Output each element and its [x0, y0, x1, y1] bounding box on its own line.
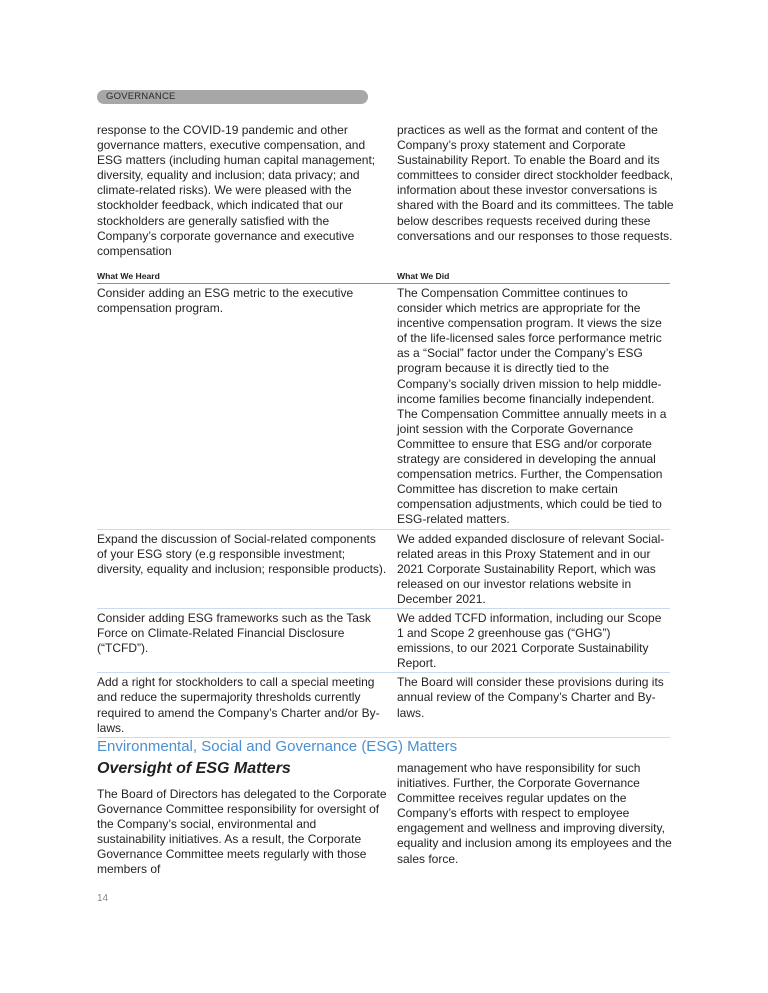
table-header	[97, 270, 670, 284]
esg-subheading: Oversight of ESG Matters	[97, 760, 291, 777]
intro-text-right: practices as well as the format and content of the Company’s proxy statement and Corporate Sustainability Report. To enable the Board and its committees to consider direct stockholder feedback, information about these investor conversations is shared with the Board and its committees. The table below describes requests received during these conversations and our responses to those requests.	[397, 123, 674, 243]
heard-cell: Add a right for stockholders to call a special meeting and reduce the supermajority thresholds currently required to amend the Company’s Charter and/or By-laws.	[97, 675, 380, 735]
heard-cell: Consider adding an ESG metric to the executive compensation program.	[97, 286, 354, 316]
page-number: 14	[97, 893, 109, 904]
heard-cell: Consider adding ESG frameworks such as the Task Force on Climate-Related Financial Disclosure (“TCFD”).	[97, 610, 371, 656]
did-cell: The Compensation Committee continues to consider which metrics are appropriate for the incentive compensation program. It views the size of the life-licensed sales force performance metric as a “Social” factor under the Company’s ESG program because it is directly tied to the Company’s socially driven mission to help middle-income families become financially independent. The Compensation Committee annually meets in a joint session with the Corporate Governance Committee to ensure that ESG and/or corporate strategy are considered in developing the annual compensation metrics. Further, the Compensation Committee has discretion to make certain compensation adjustments, which could be tied to ESG-related matters.	[397, 286, 667, 527]
esg-section-heading: Environmental, Social and Governance (ESG) Matters	[97, 738, 458, 755]
header-what-we-did: What We Did	[397, 271, 450, 281]
table-row	[97, 673, 670, 737]
esg-text-right: management who have responsibility for such initiatives. Further, the Corporate Governance Committee receives regular updates on the Company’s efforts with respect to employee engagement and wellness and improving diversity, equality and inclusion among its employees and the sales force.	[397, 761, 672, 866]
table-row	[97, 284, 670, 530]
table-row	[97, 530, 670, 609]
did-cell: We added expanded disclosure of relevant Social-related areas in this Proxy Statement and in our 2021 Corporate Sustainability Report, which was released on our investor relations website in December 2021.	[397, 531, 665, 606]
did-cell: We added TCFD information, including our Scope 1 and Scope 2 greenhouse gas (“GHG”) emissions, to our 2021 Corporate Sustainability Report.	[397, 610, 662, 671]
heard-cell: Expand the discussion of Social-related components of your ESG story (e.g responsible investment; diversity, equality and inclusion; responsible products).	[97, 531, 387, 576]
feedback-table	[97, 270, 670, 738]
intro-text-left: response to the COVID-19 pandemic and other governance matters, executive compensation, and ESG matters (including human capital management; diversity, equality and inclusion; data privacy; and climate-related risks). We were pleased with the stockholder feedback, which indicated that our stockholders are generally satisfied with the Company’s corporate governance and executive compensation	[97, 123, 376, 258]
section-tab	[97, 90, 368, 104]
esg-text-left: The Board of Directors has delegated to the Corporate Governance Committee responsibility for oversight of the Company’s social, environmental and sustainability initiatives. As a result, the Corporate Governance Committee meets regularly with those members of	[97, 787, 387, 877]
header-what-we-heard: What We Heard	[97, 271, 160, 281]
table-row	[97, 609, 670, 673]
did-cell: The Board will consider these provisions during its annual review of the Company’s Charter and By-laws.	[397, 675, 664, 720]
section-label: GOVERNANCE	[106, 91, 176, 102]
